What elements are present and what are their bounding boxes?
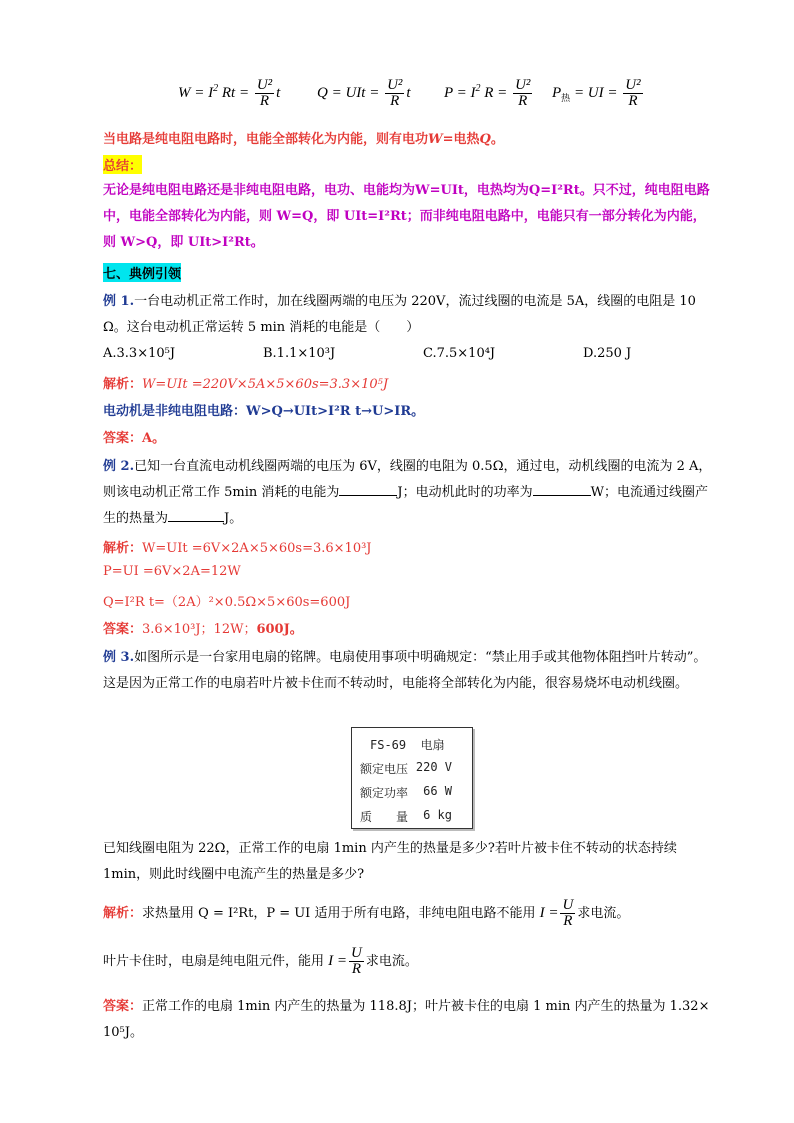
- fan-nameplate: [351, 727, 473, 829]
- summary-label: 总结：: [103, 155, 142, 174]
- nameplate-label: 质 量: [360, 810, 409, 824]
- section-title: 七、典例引领: [103, 263, 181, 282]
- example1-option-a: A.3.3×10⁵J: [103, 346, 176, 361]
- example1-question: [103, 289, 713, 341]
- frac-den: R: [390, 93, 400, 109]
- analysis-text-a: 求热量用 Q = I²Rt，P = UI 适用于所有电路，非纯电阻电路不能用: [142, 906, 536, 921]
- nameplate-value: 220 V: [415, 760, 452, 774]
- frac-i: I =: [328, 953, 348, 969]
- formula-p-heat: [552, 78, 645, 109]
- formula-w-t: t: [276, 84, 281, 101]
- nameplate-row: [360, 784, 460, 801]
- frac-den: R: [628, 93, 638, 109]
- pure-resistance-statement: [103, 128, 504, 147]
- answer-blank-2[interactable]: [533, 481, 591, 496]
- example1-label: 例 1.: [103, 294, 135, 309]
- answer-text-b: 600J。: [256, 622, 303, 637]
- statement-w: W: [428, 132, 443, 147]
- example2-text-a: 已知一台直流电动机线圈两端的电压为 6V，线圈的电阻为 0.5Ω，通过电，动机线圈的电流为 2 A，则该电动机正常工作 5min 消耗的电能为: [103, 459, 712, 500]
- example2-analysis-1: [103, 537, 372, 556]
- example3-stuck-note: [103, 946, 418, 977]
- nameplate-header: [370, 736, 470, 753]
- frac-num: U²: [515, 77, 531, 93]
- frac-num: U: [351, 945, 362, 961]
- frac-num: U: [562, 897, 574, 913]
- analysis-line-1: W=UIt =6V×2A×5×60s=3.6×10³J: [142, 541, 372, 556]
- stuck-text-b: 求电流。: [365, 954, 418, 969]
- analysis-text: W=UIt =220V×5A×5×60s=3.3×10⁵J: [142, 377, 389, 392]
- formula-p-mid: R =: [484, 84, 508, 101]
- nameplate-value: 66 W: [423, 784, 452, 798]
- fraction: [623, 78, 642, 109]
- answer-label: 答案：: [103, 622, 143, 637]
- example2-text-b: J；电动机此时的功率为: [397, 485, 533, 500]
- example1-option-c: C.7.5×10⁴J: [423, 346, 496, 361]
- example3-analysis: [103, 898, 629, 929]
- answer-text: A。: [142, 431, 166, 446]
- fraction: [513, 78, 532, 109]
- fraction: [349, 946, 364, 977]
- formula-p-lhs: P = I: [444, 84, 476, 101]
- stuck-text-a: 叶片卡住时，电扇是纯电阻元件，能用: [103, 954, 325, 969]
- example1-option-b: B.1.1×10³J: [263, 346, 336, 361]
- nameplate-row: [360, 808, 460, 825]
- answer-text: 正常工作的电扇 1min 内产生的热量为 118.8J；叶片被卡住的电扇 1 min 内产生的热量为 1.32× 10⁵J。: [103, 999, 710, 1040]
- statement-text-e: 。: [490, 132, 504, 147]
- frac-den: R: [563, 913, 573, 929]
- statement-q: Q: [479, 132, 491, 147]
- formula-p: $P = I^2$ R = $\frac{\text{U²}}{R}$: [444, 77, 531, 109]
- example2-text-c: W；电流通过线圈产生的热量为: [103, 485, 708, 526]
- example2-label: 例 2.: [103, 459, 135, 474]
- frac-num: U²: [625, 77, 641, 93]
- example3-text: 如图所示是一台家用电扇的铭牌。电扇使用事项中明确规定：“禁止用手或其他物体阻挡叶片转动”。这是因为正常工作的电扇若叶片被卡住而不转动时，电能将全部转化为内能，很容易烧坏电动机线圈。: [103, 650, 707, 691]
- fraction: [385, 78, 404, 109]
- example1-option-d: D.250 J: [583, 346, 632, 361]
- frac-i: I =: [539, 905, 559, 921]
- formula-pr-mid: = UI =: [573, 84, 618, 101]
- example3-label: 例 3.: [103, 650, 135, 665]
- formula-q-lhs: Q = UIt =: [317, 84, 380, 101]
- nameplate-name: 电扇: [420, 738, 445, 752]
- example1-analysis: [103, 373, 388, 392]
- formula-pr-sub: 热: [561, 92, 571, 103]
- analysis-label: 解析：: [103, 541, 143, 556]
- nameplate-label: 额定电压: [360, 762, 409, 776]
- example1-answer: [103, 427, 165, 446]
- summary-text: 无论是纯电阻电路还是非纯电阻电路，电功、电能均为W=UIt，电热均为Q=I²Rt。只不过，纯电阻电路中，电能全部转化为内能，则 W=Q，即 UIt=I²Rt；而非纯电阻电路中，电能只有一部分转化为内能，则 W>Q，即 UIt>I²Rt。: [103, 183, 710, 250]
- example2-text-d: J。: [224, 511, 243, 526]
- frac-num: U²: [256, 77, 273, 93]
- answer-label: 答案：: [103, 999, 143, 1014]
- formula-w-mid: Rt =: [221, 84, 250, 101]
- example3-question: [103, 645, 713, 697]
- statement-text-a: 当电路是纯电阻电路时，电能全部转化为内能，则有电功: [103, 132, 429, 147]
- frac-den: R: [259, 93, 270, 109]
- frac-num: U²: [387, 77, 403, 93]
- fraction: [560, 898, 575, 929]
- example1-text: 一台电动机正常工作时，加在线圈两端的电压为 220V，流过线圈的电流是 5A，线圈的电阻是 10 Ω。这台电动机正常运转 5 min 消耗的电能是（ ）: [103, 294, 696, 335]
- answer-label: 答案：: [103, 431, 143, 446]
- example1-motor-note: 电动机是非纯电阻电路：W>Q→UIt>I²R t→U>IR。: [103, 404, 425, 419]
- nameplate-value: 6 kg: [423, 808, 452, 822]
- nameplate-row: [360, 760, 460, 777]
- example3-answer: [103, 994, 713, 1046]
- frac-den: R: [518, 93, 528, 109]
- example3-followup: 已知线圈电阻为 22Ω，正常工作的电扇 1min 内产生的热量是多少?若叶片被卡住不转动的状态持续 1min，则此时线圈中电流产生的热量是多少?: [103, 841, 677, 882]
- analysis-label: 解析：: [103, 906, 143, 921]
- fraction: [255, 78, 274, 109]
- answer-text-a: 3.6×10³J；12W；: [142, 622, 257, 637]
- statement-text-c: =电热: [442, 132, 480, 147]
- formula-q: [317, 78, 411, 109]
- formula-w: $W = I^2$ Rt = $\frac{\text{U²}}{R}$ t: [178, 77, 281, 109]
- frac-den: R: [351, 961, 362, 977]
- formula-q-t: t: [406, 84, 411, 101]
- formula-pr-lhs: P: [552, 84, 562, 101]
- example2-analysis-2: P=UI =6V×2A=12W: [103, 564, 241, 579]
- example2-question: [103, 454, 713, 532]
- example2-answer: [103, 618, 303, 637]
- nameplate-model: FS-69: [370, 738, 407, 752]
- answer-blank-3[interactable]: [168, 507, 224, 522]
- analysis-label: 解析：: [103, 377, 143, 392]
- formula-row: [178, 78, 280, 109]
- answer-blank-1[interactable]: [339, 481, 397, 496]
- nameplate-label: 额定功率: [360, 786, 409, 800]
- formula-w-lhs: W = I: [178, 84, 214, 101]
- analysis-text-b: 求电流。: [577, 906, 630, 921]
- example2-analysis-3: Q=I²R t=（2A）²×0.5Ω×5×60s=600J: [103, 595, 351, 610]
